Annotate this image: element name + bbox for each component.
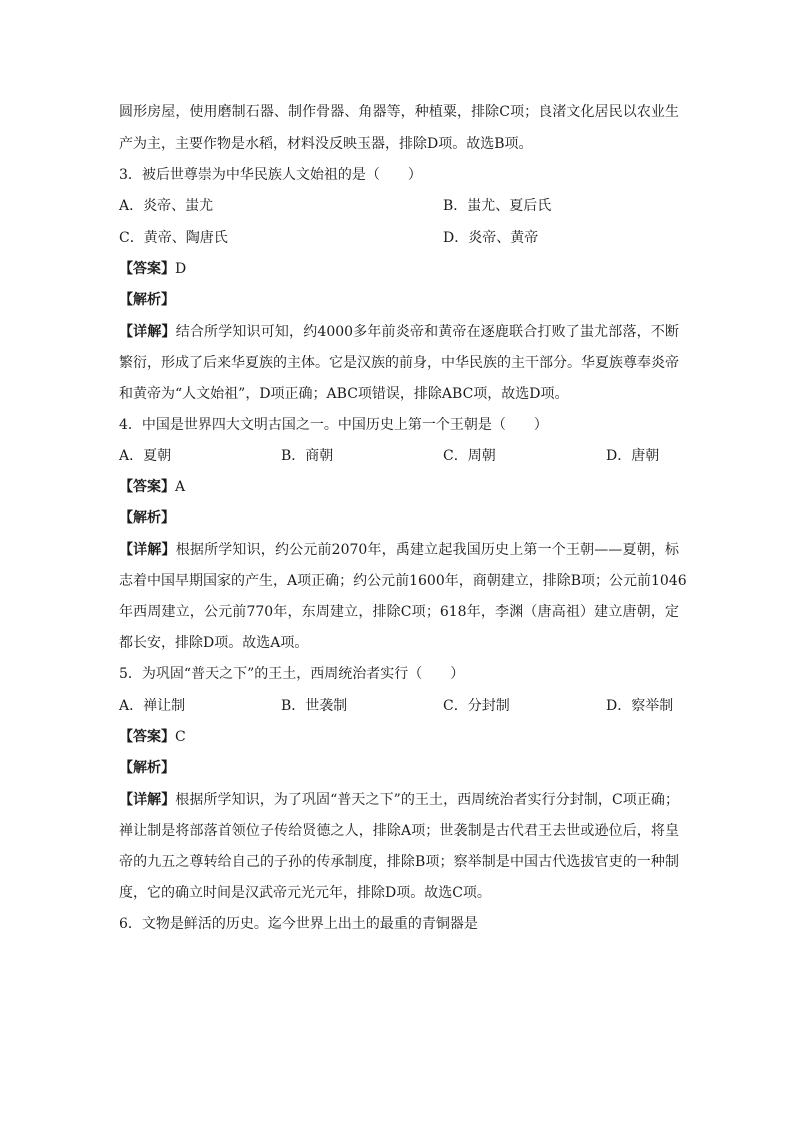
q4-option-a: A．夏朝: [119, 448, 172, 464]
q4-detail-line-2: 志着中国早期国家的产生，A项正确；约公元前1600年，商朝建立，排除B项；公元前1046: [119, 573, 687, 589]
q5-detail-line-4: 度，它的确立时间是汉武帝元光元年，排除D项。故选C项。: [119, 885, 491, 901]
q5-detail-line-1: [119, 791, 679, 809]
q5-detail-line-3: 帝的九五之尊转给自己的子孙的传承制度，排除B项；察举制是中国古代选拔官吏的一种制: [119, 854, 679, 870]
question-5-stem: 5．为巩固“普天之下”的王土，西周统治者实行（ ）: [119, 666, 465, 682]
q5-option-b: B．世袭制: [281, 698, 348, 714]
detail-label: 【详解】: [119, 792, 176, 808]
q3-option-d: D．炎帝、黄帝: [443, 230, 539, 246]
answer-value: C: [175, 729, 186, 745]
q5-detail-line-2: 禅让制是将部落首领位子传给贤德之人，排除A项；世袭制是古代君王去世或逊位后，将皇: [119, 823, 679, 839]
answer-label: 【答案】: [119, 479, 175, 495]
q3-detail-line-2: 繁衍，形成了后来华夏族的主体。它是汉族的前身，中华民族的主干部分。华夏族尊奉炎帝: [119, 355, 679, 371]
intro-line-1: 圆形房屋，使用磨制石器、制作骨器、角器等，种植粟，排除C项；良渚文化居民以农业生: [119, 104, 679, 120]
q3-option-c: C．黄帝、陶唐氏: [119, 230, 228, 246]
detail-text: 根据所学知识，约公元前2070年，禹建立起我国历史上第一个王朝——夏朝，标: [175, 542, 679, 558]
q3-answer: [119, 260, 679, 278]
detail-label: 【详解】: [119, 542, 176, 558]
q3-detail-line-3: 和黄帝为“人文始祖”，D项正确；ABC项错误，排除ABC项，故选D项。: [119, 386, 569, 402]
question-6-stem: 6．文物是鲜活的历史。迄今世界上出土的最重的青铜器是: [119, 916, 478, 932]
detail-label: 【详解】: [119, 324, 176, 340]
q5-option-a: A．禅让制: [119, 698, 186, 714]
q4-option-b: B．商朝: [281, 448, 334, 464]
detail-text: 根据所学知识，为了巩固“普天之下”的王土，西周统治者实行分封制，C项正确；: [175, 792, 679, 808]
detail-text: 结合所学知识可知，约4000多年前炎帝和黄帝在逐鹿联合打败了蚩尤部落，不断: [175, 324, 679, 340]
q4-analysis-label: 【解析】: [119, 510, 175, 526]
q4-detail-line-3: 年西周建立，公元前770年，东周建立，排除C项；618年，李渊（唐高祖）建立唐朝，定: [119, 604, 679, 620]
q4-option-c: C．周朝: [443, 448, 496, 464]
q3-option-b: B．蚩尤、夏后氏: [443, 198, 552, 214]
answer-label: 【答案】: [119, 729, 175, 745]
q5-analysis-label: 【解析】: [119, 760, 175, 776]
q4-detail-line-1: [119, 541, 679, 559]
answer-label: 【答案】: [119, 261, 175, 277]
answer-value: D: [175, 261, 187, 277]
q4-detail-line-4: 都长安，排除D项。故选A项。: [119, 635, 309, 651]
intro-line-2: 产为主，主要作物是水稻，材料没反映玉器，排除D项。故选B项。: [119, 136, 533, 152]
q3-detail-line-1: [119, 323, 679, 341]
q5-option-c: C．分封制: [443, 698, 510, 714]
question-4-stem: 4．中国是世界四大文明古国之一。中国历史上第一个王朝是（ ）: [119, 417, 548, 433]
q3-option-a: A．炎帝、蚩尤: [119, 198, 214, 214]
q5-answer: [119, 728, 679, 746]
answer-value: A: [175, 479, 186, 495]
q4-answer: [119, 478, 679, 496]
q4-option-d: D．唐朝: [606, 448, 660, 464]
q3-analysis-label: 【解析】: [119, 292, 175, 308]
q5-option-d: D．察举制: [606, 698, 674, 714]
question-3-stem: 3．被后世尊崇为中华民族人文始祖的是（ ）: [119, 167, 422, 183]
